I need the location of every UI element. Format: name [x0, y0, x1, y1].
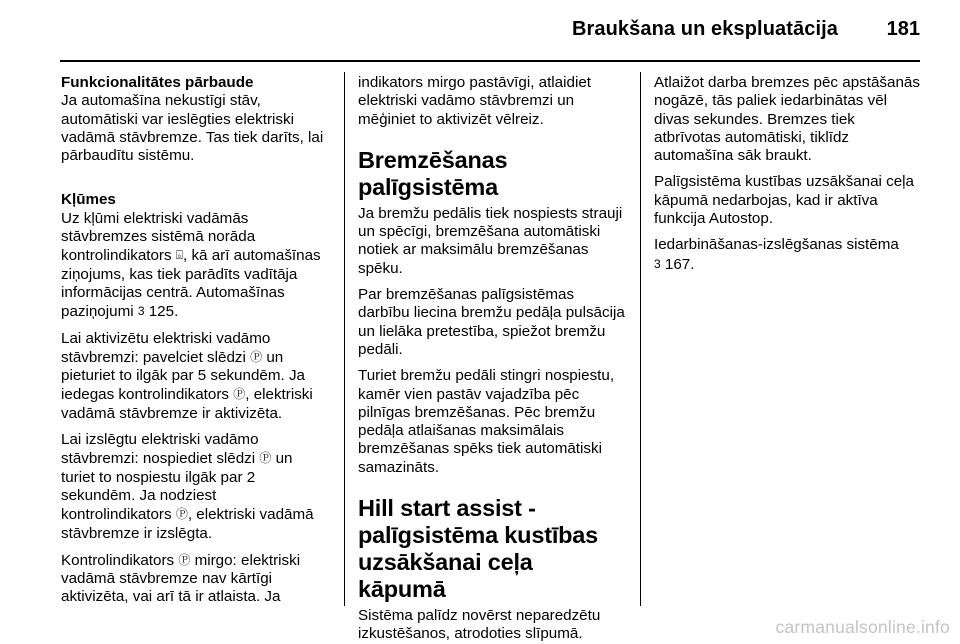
paragraph-brake-assist-2: Par bremzēšanas palīgsistēmas darbību liecina bremžu pedāļa pulsācija un lielāka pretestība, spiežot bremžu pedāli. [358, 286, 625, 358]
text-run: , elektriski vadāmā stāvbremze ir izslēgta. [61, 506, 314, 542]
column-1 [61, 74, 329, 607]
paragraph-brake-assist-1: Ja bremžu pedālis tiek nospiests strauji un spēcīgi, bremzēšana automātiski notiek ar maksimālu bremzēšanas spēku. [358, 204, 623, 277]
heading-hill-start-assist: Hill start assist - palīgsistēma kustības uzsākšanai ceļa kāpumā [358, 495, 599, 603]
text-run: , elektriski vadāmā stāvbremze ir aktivizēta. [61, 386, 313, 422]
column-2 [358, 74, 626, 644]
see-reference-icon: 3 [654, 256, 661, 271]
page-number: 181 [886, 18, 920, 40]
brake-switch-icon: Ⓟ [259, 451, 272, 466]
paragraph-activate [61, 330, 329, 423]
column-divider-1 [344, 72, 345, 606]
paragraph-faults [61, 210, 329, 322]
paragraph-indicator-flashing [61, 551, 329, 607]
page-header-title: Braukšana un ekspluatācija [571, 18, 838, 40]
brake-indicator-icon: Ⓟ [233, 387, 246, 402]
paragraph-continued: indikators mirgo pastāvīgi, atlaidiet elektriski vadāmo stāvbremzi un mēģiniet to aktivizēt vēlreiz. [358, 74, 591, 128]
column-3 [654, 74, 922, 282]
subheading-faults: Kļūmes [61, 191, 116, 209]
paragraph-brake-assist-3: Turiet bremžu pedāli stingri nospiestu, kamēr vien pastāv vajadzība pēc pilnīgas bremzēšanas. Pēc bremžu pedāļa atlaišanas maksimālais bremzēšanas spēks tiek automātiski samazināts. [358, 367, 615, 476]
page-reference: 125. [144, 303, 179, 321]
fault-indicator-icon: ⌻ [175, 248, 184, 263]
text-run: , kā arī automašīnas ziņojums, kas tiek parādīts vadītāja informācijas centrā. Automašīnas paziņojumi [61, 247, 321, 321]
paragraph-function-check: Ja automašīna nekustīgi stāv, automātiski var ieslēgties elektriski vadāmā stāvbremze. Tas tiek darīts, lai pārbaudītu sistēmu. [61, 92, 324, 165]
heading-brake-assist: Bremzēšanas palīgsistēma [358, 146, 508, 200]
watermark: carmanualsonline.info [775, 617, 950, 637]
column-divider-2 [640, 72, 641, 606]
header-rule [60, 60, 920, 62]
text-run: un pieturiet to ilgāk par 5 sekundēm. Ja iedegas kontrolindikators [61, 348, 305, 404]
paragraph-hill-start-assist: Sistēma palīdz novērst neparedzētu izkustēšanos, atrodoties slīpumā. [358, 607, 601, 643]
text-run: Lai izslēgtu elektriski vadāmo stāvbremzi: nospiediet slēdzi [61, 431, 260, 468]
text-run: mirgo: elektriski vadāmā stāvbremze nav kārtīgi aktivizēta, vai arī tā ir atlaista. Ja [61, 551, 301, 606]
spacer [61, 173, 329, 191]
brake-indicator-icon: Ⓟ [178, 552, 191, 567]
brake-switch-icon: Ⓟ [250, 349, 263, 364]
text-run: Lai aktivizētu elektriski vadāmo stāvbremzi: pavelciet slēdzi [61, 329, 271, 366]
see-reference-icon: 3 [137, 304, 145, 319]
paragraph-hill-start-1: Atlaižot darba bremzes pēc apstāšanās nogāzē, tās paliek iedarbinātas vēl divas sekundes. Bremzes tiek atbrīvotas automātiski, tiklīdz automašīna sāk braukt. [654, 74, 920, 165]
text-run: un turiet to nospiestu ilgāk par 2 sekundēm. Ja nodziest kontrolindikators [61, 450, 293, 524]
paragraph-hill-start-2: Palīgsistēma kustības uzsākšanai ceļa kāpumā nedarbojas, kad ir aktīva funkcija Autostop. [654, 173, 915, 228]
text-run: Kontrolindikators [61, 551, 179, 569]
paragraph-stop-start-ref [654, 236, 922, 274]
subheading-function-check: Funkcionalitātes pārbaude [61, 74, 254, 91]
brake-indicator-icon: Ⓟ [175, 507, 188, 522]
page-reference: 167. [660, 255, 695, 273]
paragraph-release [61, 431, 329, 543]
text-run: Uz kļūmi elektriski vadāmās stāvbremzes sistēmā norāda kontrolindikators [61, 209, 256, 265]
text-run: Iedarbināšanas-izslēgšanas sistēma [654, 236, 899, 254]
